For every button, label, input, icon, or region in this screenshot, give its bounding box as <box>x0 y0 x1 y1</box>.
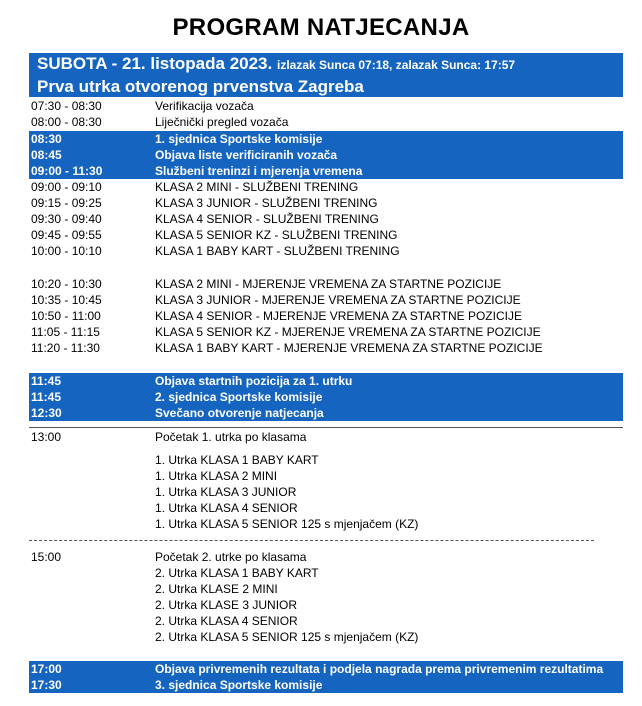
row-time: 10:35 - 10:45 <box>31 293 102 307</box>
schedule-row <box>29 243 623 259</box>
schedule-row <box>29 324 623 340</box>
schedule-row <box>29 429 623 445</box>
row-time: 10:20 - 10:30 <box>31 277 102 291</box>
dashed-divider <box>29 540 594 541</box>
row-description: 2. sjednica Sportske komisije <box>155 390 323 404</box>
row-time: 17:30 <box>31 678 62 692</box>
row-description: KLASA 3 JUNIOR - MJERENJE VREMENA ZA STARTNE POZICIJE <box>155 293 521 307</box>
schedule-row <box>29 581 623 597</box>
row-time: 09:15 - 09:25 <box>31 196 102 210</box>
row-description: KLASA 2 MINI - MJERENJE VREMENA ZA STARTNE POZICIJE <box>155 277 502 291</box>
schedule-row <box>29 405 623 421</box>
row-description: Početak 1. utrka po klasama <box>155 430 307 444</box>
row-description: 2. Utrka KLASA 5 SENIOR 125 s mjenjačem (KZ) <box>155 630 419 644</box>
row-description: 1. Utrka KLASA 2 MINI <box>155 469 278 483</box>
row-description: 2. Utrka KLASA 1 BABY KART <box>155 566 319 580</box>
row-description: 2. Utrka KLASE 2 MINI <box>155 582 278 596</box>
row-time: 11:20 - 11:30 <box>31 341 100 355</box>
row-description: 1. sjednica Sportske komisije <box>155 132 323 146</box>
schedule-row <box>29 292 623 308</box>
row-description: KLASA 1 BABY KART - SLUŽBENI TRENING <box>155 244 400 258</box>
row-time: 11:45 <box>31 390 62 404</box>
event-title: Prva utrka otvorenog prvenstva Zagreba <box>37 77 364 96</box>
row-description: KLASA 4 SENIOR - SLUŽBENI TRENING <box>155 212 379 226</box>
schedule-row <box>29 195 623 211</box>
row-description: 1. Utrka KLASA 5 SENIOR 125 s mjenjačem (KZ) <box>155 517 419 531</box>
schedule-row <box>29 629 623 645</box>
row-time: 08:30 <box>31 132 62 146</box>
row-time: 07:30 - 08:30 <box>31 99 102 113</box>
page-title: PROGRAM NATJECANJA <box>172 14 470 41</box>
day-header <box>29 53 623 76</box>
schedule-row <box>29 373 623 389</box>
row-time: 11:05 - 11:15 <box>31 325 100 339</box>
row-description: 1. Utrka KLASA 3 JUNIOR <box>155 485 297 499</box>
schedule-row <box>29 179 623 195</box>
row-time: 09:00 - 11:30 <box>31 164 103 178</box>
day-date: SUBOTA - 21. listopada 2023. <box>37 54 273 73</box>
schedule-row <box>29 276 623 292</box>
row-time: 09:30 - 09:40 <box>31 212 102 226</box>
schedule-row <box>29 147 623 163</box>
sun-times: izlazak Sunca 07:18, zalazak Sunca: 17:57 <box>276 58 516 72</box>
row-time: 13:00 <box>31 430 62 444</box>
row-description: 1. Utrka KLASA 4 SENIOR <box>155 501 298 515</box>
schedule-row <box>29 613 623 629</box>
row-time: 08:45 <box>31 148 62 162</box>
schedule-row <box>29 211 623 227</box>
schedule-row <box>29 340 623 356</box>
schedule-row <box>29 131 623 147</box>
row-description: Objava liste verificiranih vozača <box>155 148 338 162</box>
schedule-row <box>29 163 623 179</box>
schedule-row <box>29 468 623 484</box>
schedule-row <box>29 308 623 324</box>
schedule-row <box>29 549 623 565</box>
row-time: 09:45 - 09:55 <box>31 228 102 242</box>
row-time: 09:00 - 09:10 <box>31 180 102 194</box>
schedule-row <box>29 500 623 516</box>
row-description: KLASA 5 SENIOR KZ - SLUŽBENI TRENING <box>155 228 398 242</box>
schedule-row <box>29 98 623 114</box>
row-description: Objava startnih pozicija za 1. utrku <box>155 374 353 388</box>
row-time: 10:50 - 11:00 <box>31 309 101 323</box>
schedule-row <box>29 114 623 130</box>
schedule-row <box>29 661 623 677</box>
row-time: 17:00 <box>31 662 62 676</box>
row-description: 3. sjednica Sportske komisije <box>155 678 323 692</box>
row-time: 08:00 - 08:30 <box>31 115 102 129</box>
row-time: 10:00 - 10:10 <box>31 244 102 258</box>
row-description: KLASA 4 SENIOR - MJERENJE VREMENA ZA STARTNE POZICIJE <box>155 309 522 323</box>
row-description: KLASA 5 SENIOR KZ - MJERENJE VREMENA ZA STARTNE POZICIJE <box>155 325 541 339</box>
row-time: 11:45 <box>31 374 62 388</box>
row-description: KLASA 2 MINI - SLUŽBENI TRENING <box>155 180 359 194</box>
section-divider <box>29 427 623 428</box>
row-description: 1. Utrka KLASA 1 BABY KART <box>155 453 319 467</box>
row-description: Početak 2. utrke po klasama <box>155 550 307 564</box>
event-header <box>29 76 623 97</box>
schedule-row <box>29 389 623 405</box>
row-description: 2. Utrka KLASE 3 JUNIOR <box>155 598 298 612</box>
row-time: 12:30 <box>31 406 62 420</box>
row-description: Objava privremenih rezultata i podjela nagrada prema privremenim rezultatima <box>155 662 604 676</box>
schedule-row <box>29 227 623 243</box>
schedule-row <box>29 565 623 581</box>
schedule-row <box>29 452 623 468</box>
row-description: Verifikacija vozača <box>155 99 254 113</box>
schedule-row <box>29 677 623 693</box>
row-description: KLASA 1 BABY KART - MJERENJE VREMENA ZA STARTNE POZICIJE <box>155 341 543 355</box>
row-description: 2. Utrka KLASA 4 SENIOR <box>155 614 298 628</box>
row-description: Službeni treninzi i mjerenja vremena <box>155 164 363 178</box>
row-description: Liječnički pregled vozača <box>155 115 289 129</box>
row-description: Svečano otvorenje natjecanja <box>155 406 324 420</box>
row-description: KLASA 3 JUNIOR - SLUŽBENI TRENING <box>155 196 378 210</box>
schedule-row <box>29 516 623 532</box>
row-time: 15:00 <box>31 550 62 564</box>
schedule-row <box>29 597 623 613</box>
day-header-text <box>37 53 515 76</box>
schedule-row <box>29 484 623 500</box>
